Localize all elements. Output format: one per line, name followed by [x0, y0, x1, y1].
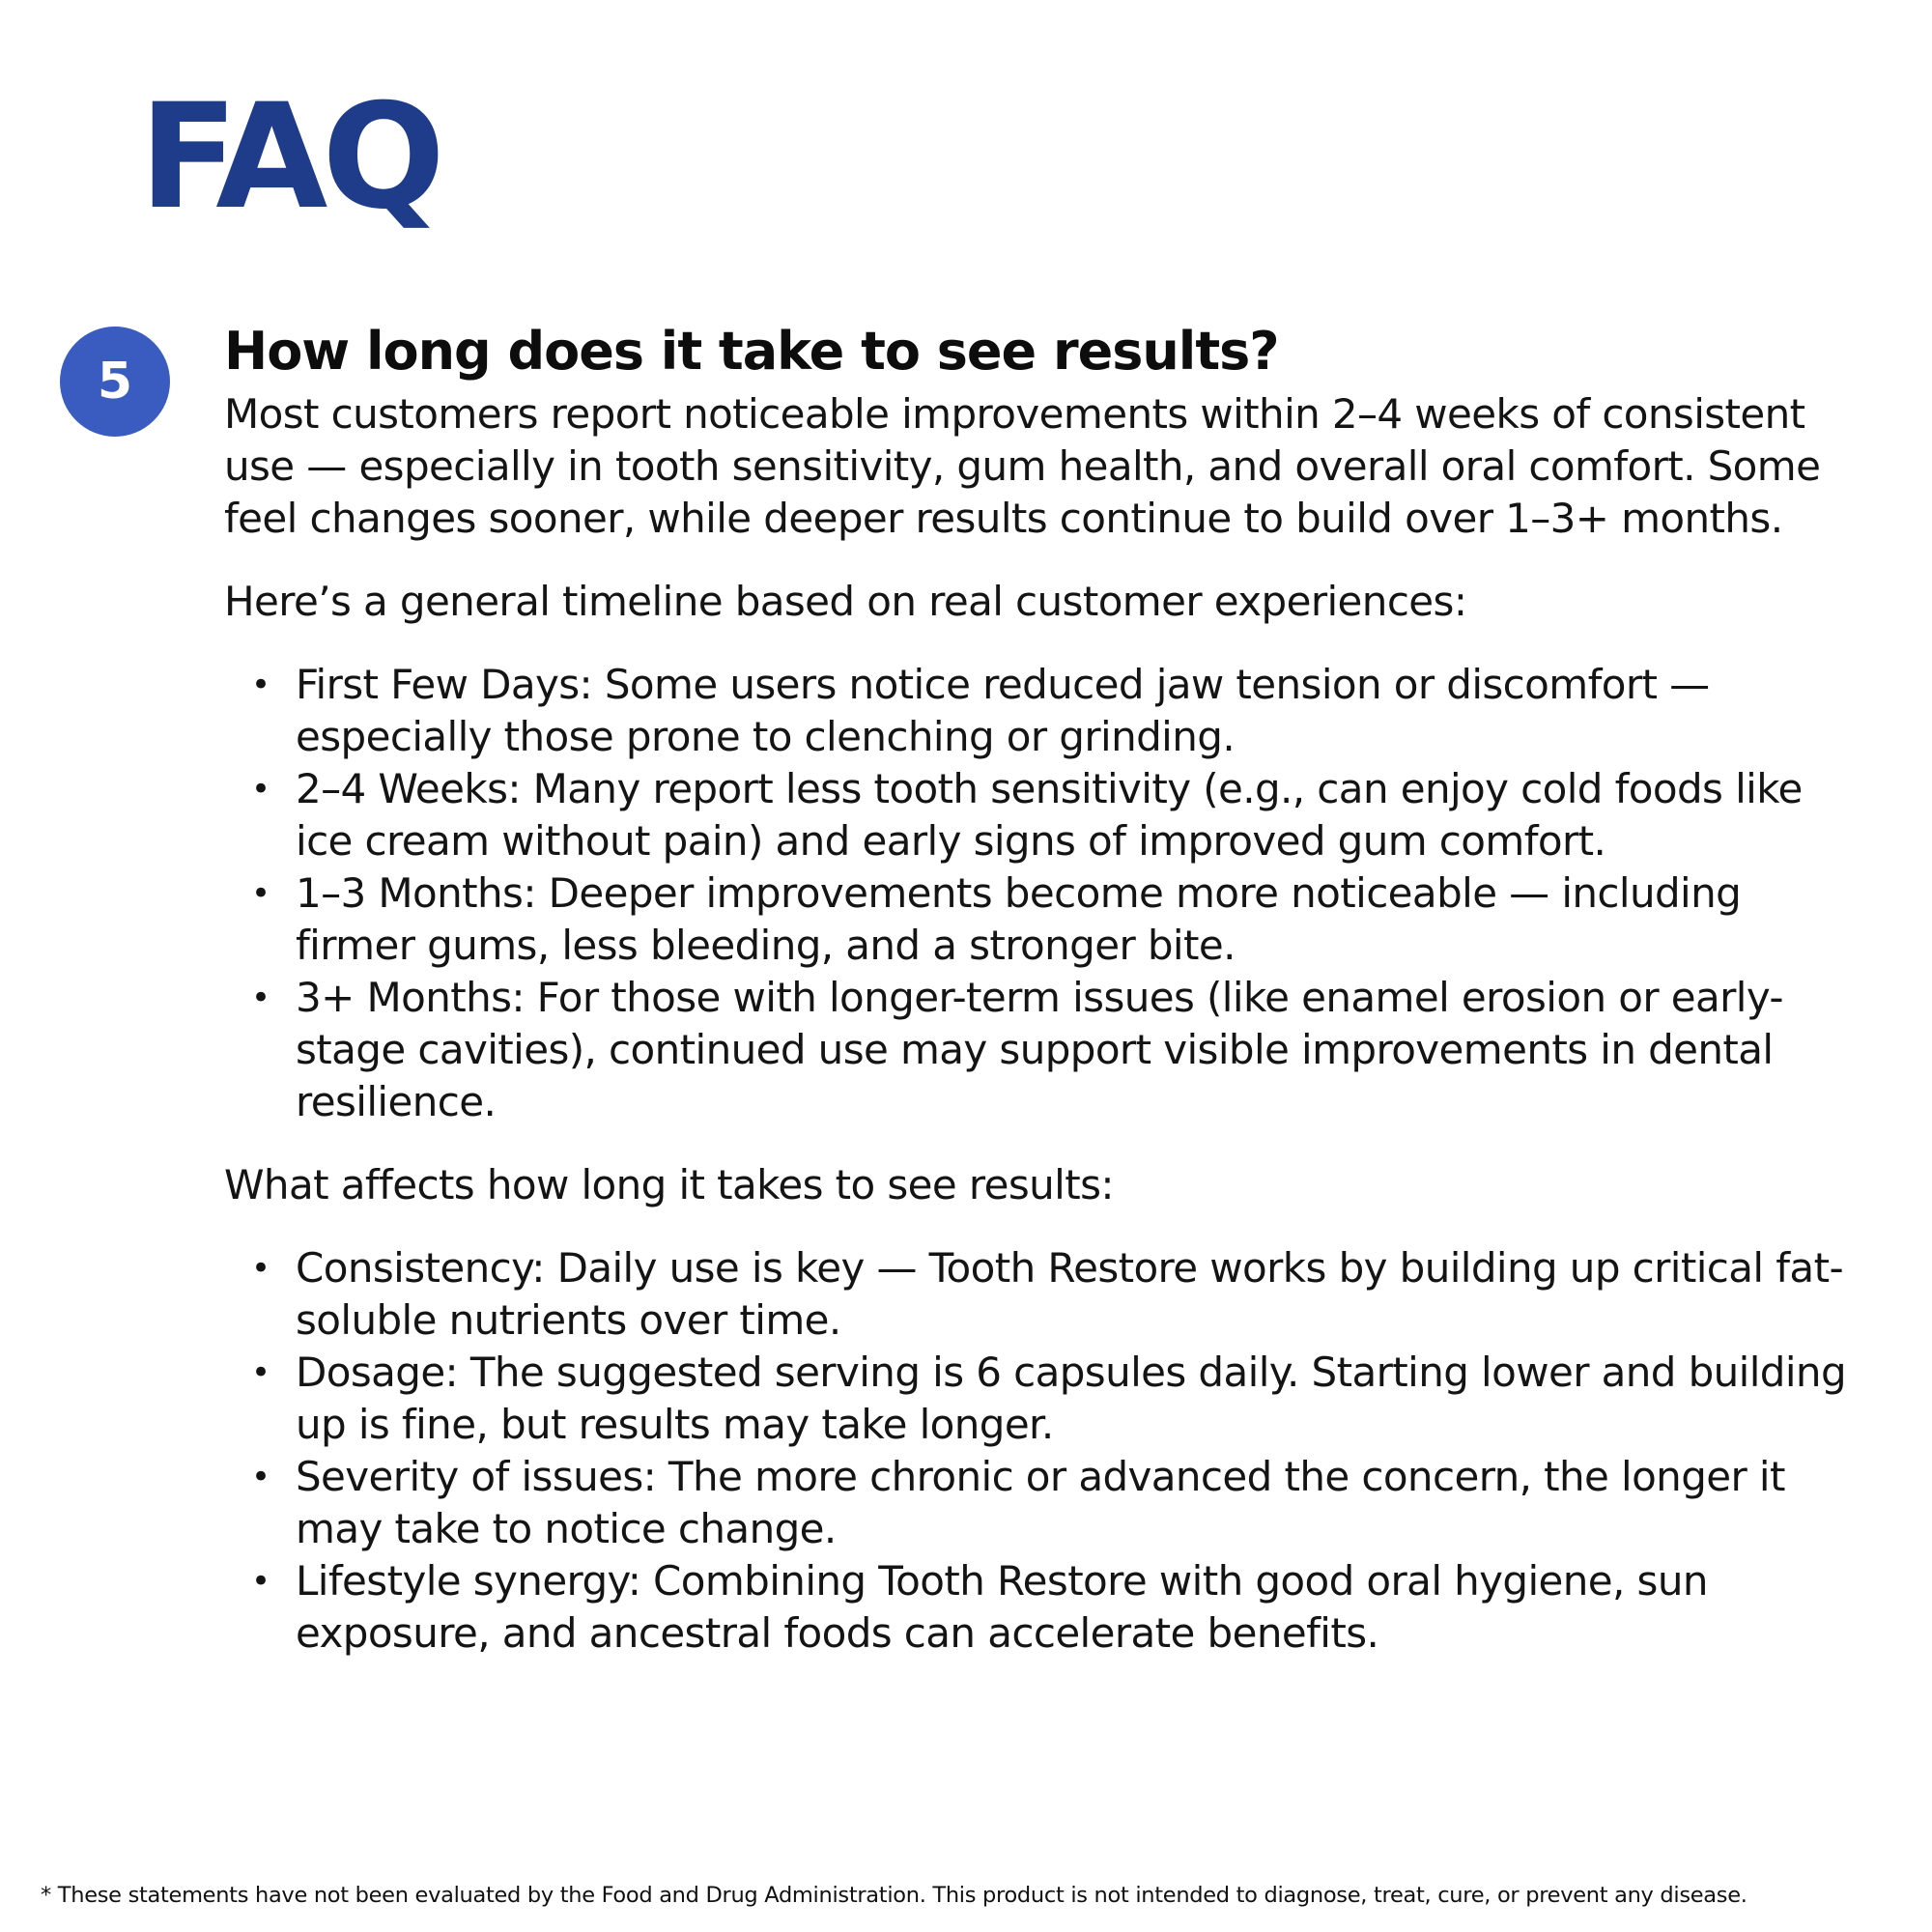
faq-item [224, 317, 1866, 1660]
timeline-list [224, 659, 1866, 1128]
bullet-icon: • [251, 1353, 270, 1392]
list-item [251, 1347, 1866, 1451]
timeline-heading: Here’s a general timeline based on real customer experiences: [224, 578, 1467, 625]
bullet-icon: • [251, 874, 270, 913]
bullet-icon: • [251, 1249, 270, 1288]
list-item-text: 2–4 Weeks: Many report less tooth sensitivity (e.g., can enjoy cold foods like ice cream without pain) and early signs of improved gum comfort. [296, 765, 1803, 865]
list-item [251, 972, 1866, 1128]
list-item [251, 1451, 1866, 1555]
list-item-text: First Few Days: Some users notice reduced jaw tension or discomfort — especially those prone to clenching or grinding. [296, 661, 1710, 760]
list-item-text: Severity of issues: The more chronic or advanced the concern, the longer it may take to notice change. [296, 1453, 1785, 1552]
list-item [251, 763, 1866, 867]
list-item-text: Consistency: Daily use is key — Tooth Restore works by building up critical fat-soluble nutrients over time. [296, 1244, 1843, 1344]
list-item [251, 659, 1866, 763]
factors-heading: What affects how long it takes to see results: [224, 1161, 1114, 1208]
bullet-icon: • [251, 1562, 270, 1601]
list-item [251, 867, 1866, 972]
factors-list [224, 1242, 1866, 1660]
list-item-text: Dosage: The suggested serving is 6 capsules daily. Starting lower and building up is fine, but results may take longer. [296, 1349, 1847, 1448]
page-title: FAQ [139, 73, 440, 242]
question-number-badge: 5 [60, 327, 170, 437]
list-item [251, 1242, 1866, 1347]
faq-intro: Most customers report noticeable improvements within 2–4 weeks of consistent use — especially in tooth sensitivity, gum health, and overall oral comfort. Some feel changes sooner, while deeper results continue to build over 1–3+ months. [224, 390, 1821, 542]
list-item-text: 1–3 Months: Deeper improvements become more noticeable — including firmer gums, less bleeding, and a stronger bite. [296, 869, 1742, 969]
bullet-icon: • [251, 1458, 270, 1496]
bullet-icon: • [251, 770, 270, 809]
list-item-text: 3+ Months: For those with longer-term issues (like enamel erosion or early-stage cavities), continued use may support visible improvements in dental resilience. [296, 974, 1783, 1125]
list-item-text: Lifestyle synergy: Combining Tooth Restore with good oral hygiene, sun exposure, and ancestral foods can accelerate benefits. [296, 1557, 1708, 1657]
list-item [251, 1555, 1866, 1660]
bullet-icon: • [251, 979, 270, 1017]
fda-disclaimer: * These statements have not been evaluated by the Food and Drug Administration. This product is not intended to diagnose, treat, cure, or prevent any disease. [41, 1883, 1747, 1908]
faq-question: How long does it take to see results? [224, 321, 1279, 382]
bullet-icon: • [251, 666, 270, 704]
